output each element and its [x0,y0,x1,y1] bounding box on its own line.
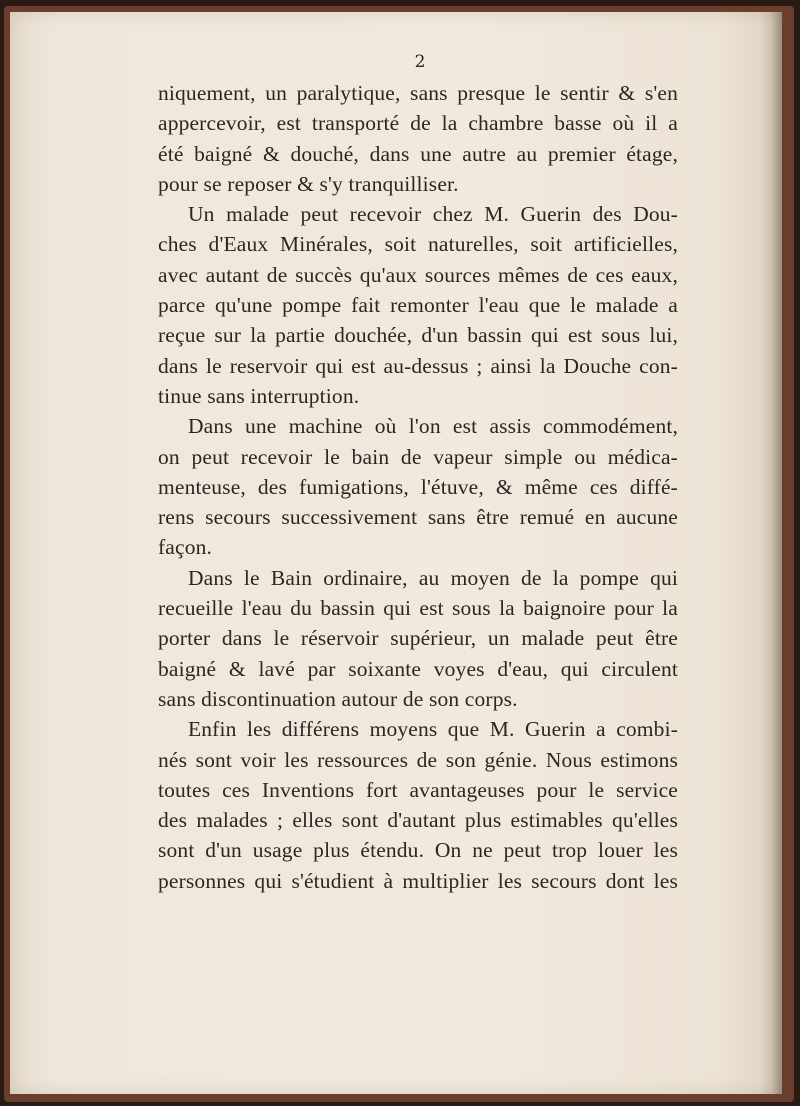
page-number: 2 [414,52,426,72]
paragraph [158,199,678,411]
text-line: Dans le Bain ordinaire, au moyen de la pompe qui [188,565,678,590]
text-line: recueille l'eau du bassin qui est sous la baignoire pour la [158,596,678,621]
text-line: dans le reservoir qui est au-dessus ; ainsi la Douche con- [158,353,678,378]
text-line: appercevoir, est transporté de la chambre basse où il a [158,111,678,136]
text-line: toutes ces Inventions fort avantageuses pour le service [158,777,678,802]
text-line: tinue sans interruption. [158,383,360,408]
text-line: personnes qui s'étudient à multiplier les secours dont les [158,868,678,893]
paragraph [158,411,678,562]
text-line: rens secours successivement sans être remué en aucune [158,505,678,530]
text-line: reçue sur la partie douchée, d'un bassin qui est sous lui, [158,323,678,348]
text-line: parce qu'une pompe fait remonter l'eau que le malade a [158,293,678,318]
paragraph [158,563,678,714]
text-line: des malades ; elles sont d'autant plus estimables qu'elles [158,808,678,833]
text-line: porter dans le réservoir supérieur, un malade peut être [158,626,678,651]
text-line: Un malade peut recevoir chez M. Guerin des Dou- [188,202,678,227]
text-line: menteuse, des fumigations, l'étuve, & même ces diffé- [158,474,678,499]
paragraph [158,78,678,199]
text-line: sans discontinuation autour de son corps. [158,686,518,711]
text-line: avec autant de succès qu'aux sources mêmes de ces eaux, [158,262,678,287]
text-line: sont d'un usage plus étendu. On ne peut trop louer les [158,838,678,863]
text-line: baigné & lavé par soixante voyes d'eau, qui circulent [158,656,678,681]
text-line: pour se reposer & s'y tranquilliser. [158,171,459,196]
text-line: nés sont voir les ressources de son génie. Nous estimons [158,747,678,772]
page-gutter-shadow [760,12,782,1094]
text-line: ches d'Eaux Minérales, soit naturelles, soit artificielles, [158,232,678,257]
paragraph [158,714,678,896]
text-line: façon. [158,535,213,560]
body-text [158,78,678,896]
text-line: on peut recevoir le bain de vapeur simple ou médica- [158,444,678,469]
text-line: Dans une machine où l'on est assis commodément, [188,414,678,439]
text-line: été baigné & douché, dans une autre au premier étage, [158,141,678,166]
text-line: Enfin les différens moyens que M. Guerin a combi- [188,717,678,742]
text-line: niquement, un paralytique, sans presque le sentir & s'en [158,81,678,105]
